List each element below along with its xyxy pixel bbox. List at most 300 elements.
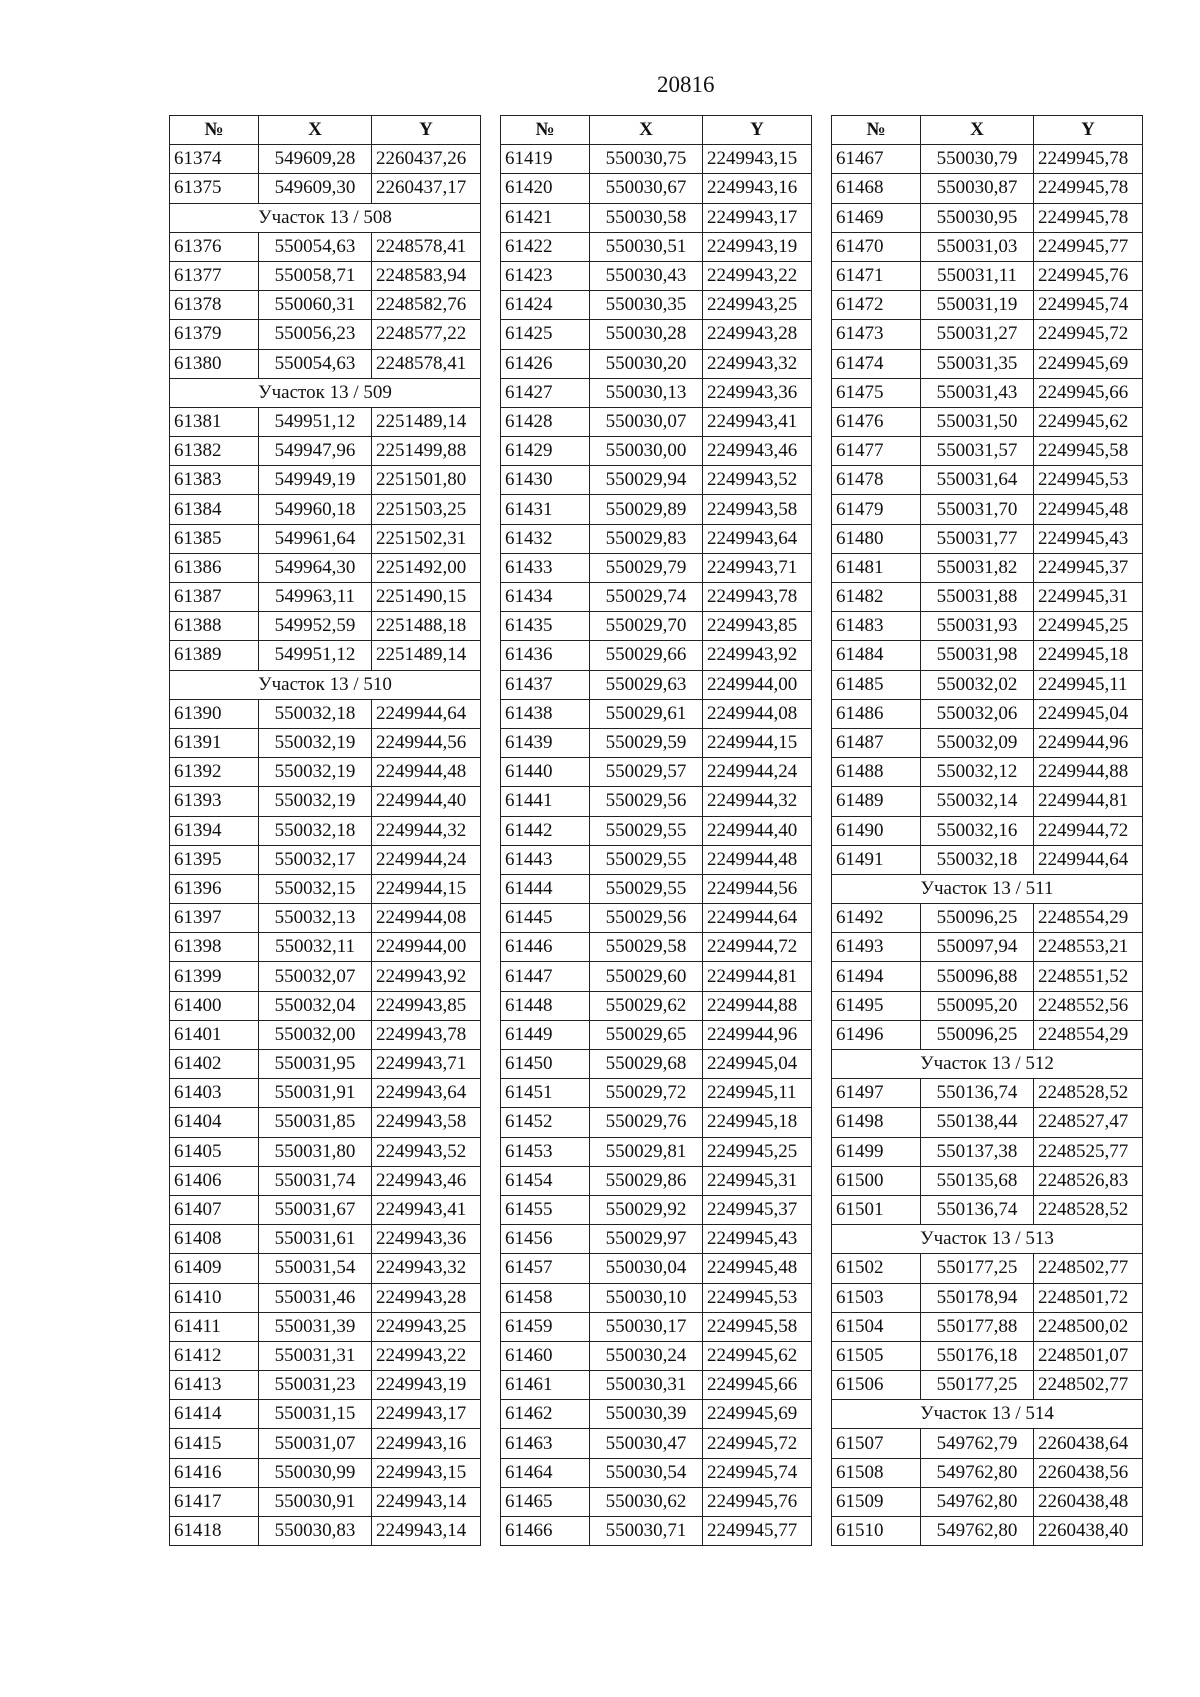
point-number-cell: 61431 — [501, 495, 590, 524]
table-row — [832, 1079, 1143, 1108]
table-row — [170, 1283, 481, 1312]
table-row — [170, 1108, 481, 1137]
y-coordinate-cell: 2249945,72 — [1034, 320, 1143, 349]
x-coordinate-cell: 550029,68 — [590, 1050, 703, 1079]
x-coordinate-cell: 549951,12 — [259, 641, 372, 670]
y-coordinate-cell: 2248554,29 — [1034, 904, 1143, 933]
point-number-cell: 61379 — [170, 320, 259, 349]
section-title: Участок 13 / 513 — [832, 1225, 1143, 1254]
x-coordinate-cell: 550136,74 — [921, 1195, 1034, 1224]
point-number-cell: 61475 — [832, 378, 921, 407]
y-coordinate-cell: 2249945,25 — [1034, 612, 1143, 641]
point-number-cell: 61471 — [832, 261, 921, 290]
table-row — [501, 758, 812, 787]
point-number-cell: 61398 — [170, 933, 259, 962]
table-row — [832, 1195, 1143, 1224]
table-row — [832, 466, 1143, 495]
x-coordinate-cell: 550030,00 — [590, 437, 703, 466]
point-number-cell: 61412 — [170, 1341, 259, 1370]
table-row — [832, 378, 1143, 407]
y-coordinate-cell: 2248554,29 — [1034, 1020, 1143, 1049]
section-row — [832, 1225, 1143, 1254]
point-number-cell: 61488 — [832, 758, 921, 787]
y-coordinate-cell: 2249943,28 — [372, 1283, 481, 1312]
x-coordinate-cell: 550031,95 — [259, 1050, 372, 1079]
point-number-cell: 61419 — [501, 145, 590, 174]
x-coordinate-cell: 550029,94 — [590, 466, 703, 495]
section-row — [832, 874, 1143, 903]
point-number-cell: 61491 — [832, 845, 921, 874]
table-row — [832, 991, 1143, 1020]
x-coordinate-cell: 549964,30 — [259, 553, 372, 582]
y-coordinate-cell: 2248553,21 — [1034, 933, 1143, 962]
x-coordinate-cell: 550031,64 — [921, 466, 1034, 495]
x-coordinate-cell: 550029,56 — [590, 904, 703, 933]
x-coordinate-cell: 550031,31 — [259, 1341, 372, 1370]
table-row — [501, 437, 812, 466]
point-number-cell: 61445 — [501, 904, 590, 933]
point-number-cell: 61462 — [501, 1400, 590, 1429]
x-coordinate-cell: 550135,68 — [921, 1166, 1034, 1195]
table-row — [501, 962, 812, 991]
point-number-cell: 61449 — [501, 1020, 590, 1049]
point-number-cell: 61454 — [501, 1166, 590, 1195]
x-coordinate-cell: 550030,28 — [590, 320, 703, 349]
y-coordinate-cell: 2249943,19 — [703, 232, 812, 261]
y-coordinate-cell: 2249943,78 — [703, 583, 812, 612]
y-coordinate-cell: 2249945,31 — [703, 1166, 812, 1195]
table-row — [170, 1166, 481, 1195]
y-coordinate-cell: 2249945,72 — [703, 1429, 812, 1458]
x-coordinate-cell: 550031,88 — [921, 583, 1034, 612]
y-coordinate-cell: 2249945,18 — [703, 1108, 812, 1137]
point-number-cell: 61432 — [501, 524, 590, 553]
x-coordinate-cell: 550030,79 — [921, 145, 1034, 174]
header-number: № — [501, 116, 590, 145]
y-coordinate-cell: 2249943,22 — [703, 261, 812, 290]
table-row — [832, 407, 1143, 436]
table-row — [501, 466, 812, 495]
y-coordinate-cell: 2249943,15 — [703, 145, 812, 174]
y-coordinate-cell: 2248528,52 — [1034, 1079, 1143, 1108]
y-coordinate-cell: 2248578,41 — [372, 232, 481, 261]
table-row — [832, 845, 1143, 874]
y-coordinate-cell: 2251501,80 — [372, 466, 481, 495]
point-number-cell: 61435 — [501, 612, 590, 641]
point-number-cell: 61420 — [501, 174, 590, 203]
table-row — [832, 699, 1143, 728]
point-number-cell: 61468 — [832, 174, 921, 203]
point-number-cell: 61456 — [501, 1225, 590, 1254]
table-row — [501, 1400, 812, 1429]
x-coordinate-cell: 550029,74 — [590, 583, 703, 612]
point-number-cell: 61507 — [832, 1429, 921, 1458]
x-coordinate-cell: 550030,39 — [590, 1400, 703, 1429]
table-row — [170, 1079, 481, 1108]
x-coordinate-cell: 550030,17 — [590, 1312, 703, 1341]
x-coordinate-cell: 550029,59 — [590, 728, 703, 757]
y-coordinate-cell: 2249943,85 — [703, 612, 812, 641]
x-coordinate-cell: 550029,66 — [590, 641, 703, 670]
y-coordinate-cell: 2249943,22 — [372, 1341, 481, 1370]
point-number-cell: 61485 — [832, 670, 921, 699]
x-coordinate-cell: 550029,56 — [590, 787, 703, 816]
y-coordinate-cell: 2249943,28 — [703, 320, 812, 349]
y-coordinate-cell: 2249944,24 — [372, 845, 481, 874]
point-number-cell: 61405 — [170, 1137, 259, 1166]
table-row — [832, 758, 1143, 787]
section-row — [832, 1050, 1143, 1079]
table-row — [501, 291, 812, 320]
table-row — [501, 1458, 812, 1487]
y-coordinate-cell: 2249944,24 — [703, 758, 812, 787]
x-coordinate-cell: 550029,55 — [590, 816, 703, 845]
y-coordinate-cell: 2249945,53 — [1034, 466, 1143, 495]
table-row — [170, 1020, 481, 1049]
x-coordinate-cell: 550032,15 — [259, 874, 372, 903]
header-y: Y — [372, 116, 481, 145]
point-number-cell: 61426 — [501, 349, 590, 378]
y-coordinate-cell: 2249943,14 — [372, 1487, 481, 1516]
section-title: Участок 13 / 514 — [832, 1400, 1143, 1429]
x-coordinate-cell: 550176,18 — [921, 1341, 1034, 1370]
x-coordinate-cell: 550031,91 — [259, 1079, 372, 1108]
y-coordinate-cell: 2249943,78 — [372, 1020, 481, 1049]
table-row — [170, 407, 481, 436]
y-coordinate-cell: 2249945,69 — [703, 1400, 812, 1429]
x-coordinate-cell: 550030,95 — [921, 203, 1034, 232]
point-number-cell: 61388 — [170, 612, 259, 641]
y-coordinate-cell: 2249945,78 — [1034, 145, 1143, 174]
point-number-cell: 61442 — [501, 816, 590, 845]
x-coordinate-cell: 550029,97 — [590, 1225, 703, 1254]
point-number-cell: 61391 — [170, 728, 259, 757]
x-coordinate-cell: 550031,35 — [921, 349, 1034, 378]
point-number-cell: 61386 — [170, 553, 259, 582]
table-row — [501, 1487, 812, 1516]
point-number-cell: 61411 — [170, 1312, 259, 1341]
point-number-cell: 61413 — [170, 1371, 259, 1400]
x-coordinate-cell: 550030,35 — [590, 291, 703, 320]
table-row — [501, 320, 812, 349]
table-row — [832, 291, 1143, 320]
point-number-cell: 61487 — [832, 728, 921, 757]
table-row — [501, 933, 812, 962]
x-coordinate-cell: 550030,10 — [590, 1283, 703, 1312]
y-coordinate-cell: 2248577,22 — [372, 320, 481, 349]
point-number-cell: 61495 — [832, 991, 921, 1020]
x-coordinate-cell: 550138,44 — [921, 1108, 1034, 1137]
y-coordinate-cell: 2249944,72 — [703, 933, 812, 962]
point-number-cell: 61446 — [501, 933, 590, 962]
section-row — [832, 1400, 1143, 1429]
x-coordinate-cell: 549947,96 — [259, 437, 372, 466]
x-coordinate-cell: 550030,87 — [921, 174, 1034, 203]
y-coordinate-cell: 2249943,25 — [703, 291, 812, 320]
table-row — [832, 495, 1143, 524]
table-row — [501, 407, 812, 436]
table-row — [832, 145, 1143, 174]
y-coordinate-cell: 2249943,16 — [703, 174, 812, 203]
point-number-cell: 61378 — [170, 291, 259, 320]
table-row — [501, 203, 812, 232]
y-coordinate-cell: 2248502,77 — [1034, 1254, 1143, 1283]
table-row — [501, 553, 812, 582]
table-row — [170, 1254, 481, 1283]
table-row — [501, 261, 812, 290]
table-row — [170, 1137, 481, 1166]
point-number-cell: 61401 — [170, 1020, 259, 1049]
table-header-row — [501, 116, 812, 145]
table-row — [832, 1341, 1143, 1370]
point-number-cell: 61410 — [170, 1283, 259, 1312]
y-coordinate-cell: 2248551,52 — [1034, 962, 1143, 991]
table-row — [832, 232, 1143, 261]
point-number-cell: 61489 — [832, 787, 921, 816]
table-row — [501, 1283, 812, 1312]
table-row — [501, 1137, 812, 1166]
y-coordinate-cell: 2249945,48 — [703, 1254, 812, 1283]
header-x: X — [259, 116, 372, 145]
point-number-cell: 61441 — [501, 787, 590, 816]
point-number-cell: 61395 — [170, 845, 259, 874]
x-coordinate-cell: 550030,83 — [259, 1517, 372, 1546]
x-coordinate-cell: 550032,19 — [259, 787, 372, 816]
table-row — [501, 1254, 812, 1283]
point-number-cell: 61451 — [501, 1079, 590, 1108]
point-number-cell: 61434 — [501, 583, 590, 612]
y-coordinate-cell: 2248582,76 — [372, 291, 481, 320]
x-coordinate-cell: 550031,39 — [259, 1312, 372, 1341]
y-coordinate-cell: 2249945,04 — [703, 1050, 812, 1079]
point-number-cell: 61404 — [170, 1108, 259, 1137]
x-coordinate-cell: 550029,55 — [590, 874, 703, 903]
point-number-cell: 61447 — [501, 962, 590, 991]
x-coordinate-cell: 550029,86 — [590, 1166, 703, 1195]
table-row — [832, 612, 1143, 641]
x-coordinate-cell: 550032,12 — [921, 758, 1034, 787]
point-number-cell: 61403 — [170, 1079, 259, 1108]
section-title: Участок 13 / 509 — [170, 378, 481, 407]
section-row — [170, 670, 481, 699]
table-row — [501, 1312, 812, 1341]
y-coordinate-cell: 2248578,41 — [372, 349, 481, 378]
y-coordinate-cell: 2249944,48 — [372, 758, 481, 787]
point-number-cell: 61503 — [832, 1283, 921, 1312]
x-coordinate-cell: 550032,18 — [921, 845, 1034, 874]
table-row — [832, 1517, 1143, 1546]
x-coordinate-cell: 550030,99 — [259, 1458, 372, 1487]
table-row — [501, 641, 812, 670]
x-coordinate-cell: 550032,16 — [921, 816, 1034, 845]
x-coordinate-cell: 550031,93 — [921, 612, 1034, 641]
y-coordinate-cell: 2249943,71 — [703, 553, 812, 582]
point-number-cell: 61499 — [832, 1137, 921, 1166]
table-row — [170, 261, 481, 290]
x-coordinate-cell: 550031,46 — [259, 1283, 372, 1312]
point-number-cell: 61470 — [832, 232, 921, 261]
point-number-cell: 61448 — [501, 991, 590, 1020]
point-number-cell: 61397 — [170, 904, 259, 933]
table-row — [832, 1458, 1143, 1487]
x-coordinate-cell: 550031,82 — [921, 553, 1034, 582]
point-number-cell: 61453 — [501, 1137, 590, 1166]
y-coordinate-cell: 2249944,56 — [703, 874, 812, 903]
point-number-cell: 61377 — [170, 261, 259, 290]
y-coordinate-cell: 2251492,00 — [372, 553, 481, 582]
table-row — [170, 583, 481, 612]
section-title: Участок 13 / 508 — [170, 203, 481, 232]
x-coordinate-cell: 550058,71 — [259, 261, 372, 290]
table-row — [832, 203, 1143, 232]
y-coordinate-cell: 2249945,53 — [703, 1283, 812, 1312]
table-row — [832, 437, 1143, 466]
table-row — [501, 1108, 812, 1137]
table-row — [501, 670, 812, 699]
table-row — [170, 1195, 481, 1224]
y-coordinate-cell: 2248501,72 — [1034, 1283, 1143, 1312]
point-number-cell: 61387 — [170, 583, 259, 612]
point-number-cell: 61389 — [170, 641, 259, 670]
x-coordinate-cell: 550030,91 — [259, 1487, 372, 1516]
y-coordinate-cell: 2249943,85 — [372, 991, 481, 1020]
y-coordinate-cell: 2251488,18 — [372, 612, 481, 641]
point-number-cell: 61380 — [170, 349, 259, 378]
x-coordinate-cell: 550031,23 — [259, 1371, 372, 1400]
header-number: № — [170, 116, 259, 145]
y-coordinate-cell: 2249943,46 — [372, 1166, 481, 1195]
table-row — [170, 466, 481, 495]
x-coordinate-cell: 550029,65 — [590, 1020, 703, 1049]
x-coordinate-cell: 550178,94 — [921, 1283, 1034, 1312]
x-coordinate-cell: 550032,19 — [259, 728, 372, 757]
y-coordinate-cell: 2249944,48 — [703, 845, 812, 874]
y-coordinate-cell: 2249943,32 — [703, 349, 812, 378]
y-coordinate-cell: 2249944,15 — [372, 874, 481, 903]
point-number-cell: 61374 — [170, 145, 259, 174]
y-coordinate-cell: 2249944,81 — [1034, 787, 1143, 816]
table-row — [832, 1020, 1143, 1049]
point-number-cell: 61415 — [170, 1429, 259, 1458]
table-row — [501, 583, 812, 612]
table-row — [170, 437, 481, 466]
point-number-cell: 61414 — [170, 1400, 259, 1429]
coordinates-table-1 — [169, 115, 481, 1546]
x-coordinate-cell: 550177,88 — [921, 1312, 1034, 1341]
x-coordinate-cell: 549762,79 — [921, 1429, 1034, 1458]
section-row — [170, 378, 481, 407]
point-number-cell: 61498 — [832, 1108, 921, 1137]
x-coordinate-cell: 550054,63 — [259, 232, 372, 261]
x-coordinate-cell: 550096,25 — [921, 904, 1034, 933]
point-number-cell: 61429 — [501, 437, 590, 466]
point-number-cell: 61399 — [170, 962, 259, 991]
y-coordinate-cell: 2249944,00 — [703, 670, 812, 699]
point-number-cell: 61486 — [832, 699, 921, 728]
x-coordinate-cell: 549961,64 — [259, 524, 372, 553]
x-coordinate-cell: 550032,11 — [259, 933, 372, 962]
y-coordinate-cell: 2251489,14 — [372, 407, 481, 436]
table-row — [501, 728, 812, 757]
table-row — [832, 320, 1143, 349]
x-coordinate-cell: 550054,63 — [259, 349, 372, 378]
x-coordinate-cell: 549609,28 — [259, 145, 372, 174]
y-coordinate-cell: 2249945,62 — [1034, 407, 1143, 436]
table-row — [170, 1487, 481, 1516]
table-row — [170, 1458, 481, 1487]
y-coordinate-cell: 2249944,08 — [703, 699, 812, 728]
y-coordinate-cell: 2249945,11 — [703, 1079, 812, 1108]
point-number-cell: 61450 — [501, 1050, 590, 1079]
header-x: X — [921, 116, 1034, 145]
y-coordinate-cell: 2249944,96 — [1034, 728, 1143, 757]
y-coordinate-cell: 2249944,40 — [703, 816, 812, 845]
y-coordinate-cell: 2251502,31 — [372, 524, 481, 553]
y-coordinate-cell: 2249945,48 — [1034, 495, 1143, 524]
table-row — [832, 670, 1143, 699]
x-coordinate-cell: 550029,92 — [590, 1195, 703, 1224]
x-coordinate-cell: 550096,88 — [921, 962, 1034, 991]
y-coordinate-cell: 2249943,41 — [372, 1195, 481, 1224]
x-coordinate-cell: 549609,30 — [259, 174, 372, 203]
x-coordinate-cell: 550032,17 — [259, 845, 372, 874]
point-number-cell: 61476 — [832, 407, 921, 436]
x-coordinate-cell: 550029,76 — [590, 1108, 703, 1137]
table-row — [832, 553, 1143, 582]
y-coordinate-cell: 2248583,94 — [372, 261, 481, 290]
y-coordinate-cell: 2249944,08 — [372, 904, 481, 933]
point-number-cell: 61444 — [501, 874, 590, 903]
table-row — [501, 1020, 812, 1049]
point-number-cell: 61459 — [501, 1312, 590, 1341]
y-coordinate-cell: 2249945,78 — [1034, 203, 1143, 232]
point-number-cell: 61422 — [501, 232, 590, 261]
y-coordinate-cell: 2248502,77 — [1034, 1371, 1143, 1400]
table-row — [170, 320, 481, 349]
x-coordinate-cell: 550032,07 — [259, 962, 372, 991]
x-coordinate-cell: 550031,77 — [921, 524, 1034, 553]
table-row — [170, 1371, 481, 1400]
table-row — [832, 728, 1143, 757]
x-coordinate-cell: 550030,13 — [590, 378, 703, 407]
x-coordinate-cell: 550029,61 — [590, 699, 703, 728]
x-coordinate-cell: 550032,04 — [259, 991, 372, 1020]
table-row — [501, 145, 812, 174]
point-number-cell: 61493 — [832, 933, 921, 962]
header-number: № — [832, 116, 921, 145]
table-row — [170, 816, 481, 845]
table-row — [170, 1341, 481, 1370]
point-number-cell: 61461 — [501, 1371, 590, 1400]
point-number-cell: 61427 — [501, 378, 590, 407]
y-coordinate-cell: 2260438,56 — [1034, 1458, 1143, 1487]
x-coordinate-cell: 550031,03 — [921, 232, 1034, 261]
point-number-cell: 61472 — [832, 291, 921, 320]
x-coordinate-cell: 550030,51 — [590, 232, 703, 261]
y-coordinate-cell: 2249944,88 — [1034, 758, 1143, 787]
point-number-cell: 61483 — [832, 612, 921, 641]
point-number-cell: 61436 — [501, 641, 590, 670]
point-number-cell: 61376 — [170, 232, 259, 261]
table-row — [501, 1341, 812, 1370]
y-coordinate-cell: 2249945,66 — [1034, 378, 1143, 407]
point-number-cell: 61396 — [170, 874, 259, 903]
y-coordinate-cell: 2249943,92 — [372, 962, 481, 991]
point-number-cell: 61458 — [501, 1283, 590, 1312]
point-number-cell: 61394 — [170, 816, 259, 845]
table-row — [170, 524, 481, 553]
table-row — [501, 378, 812, 407]
